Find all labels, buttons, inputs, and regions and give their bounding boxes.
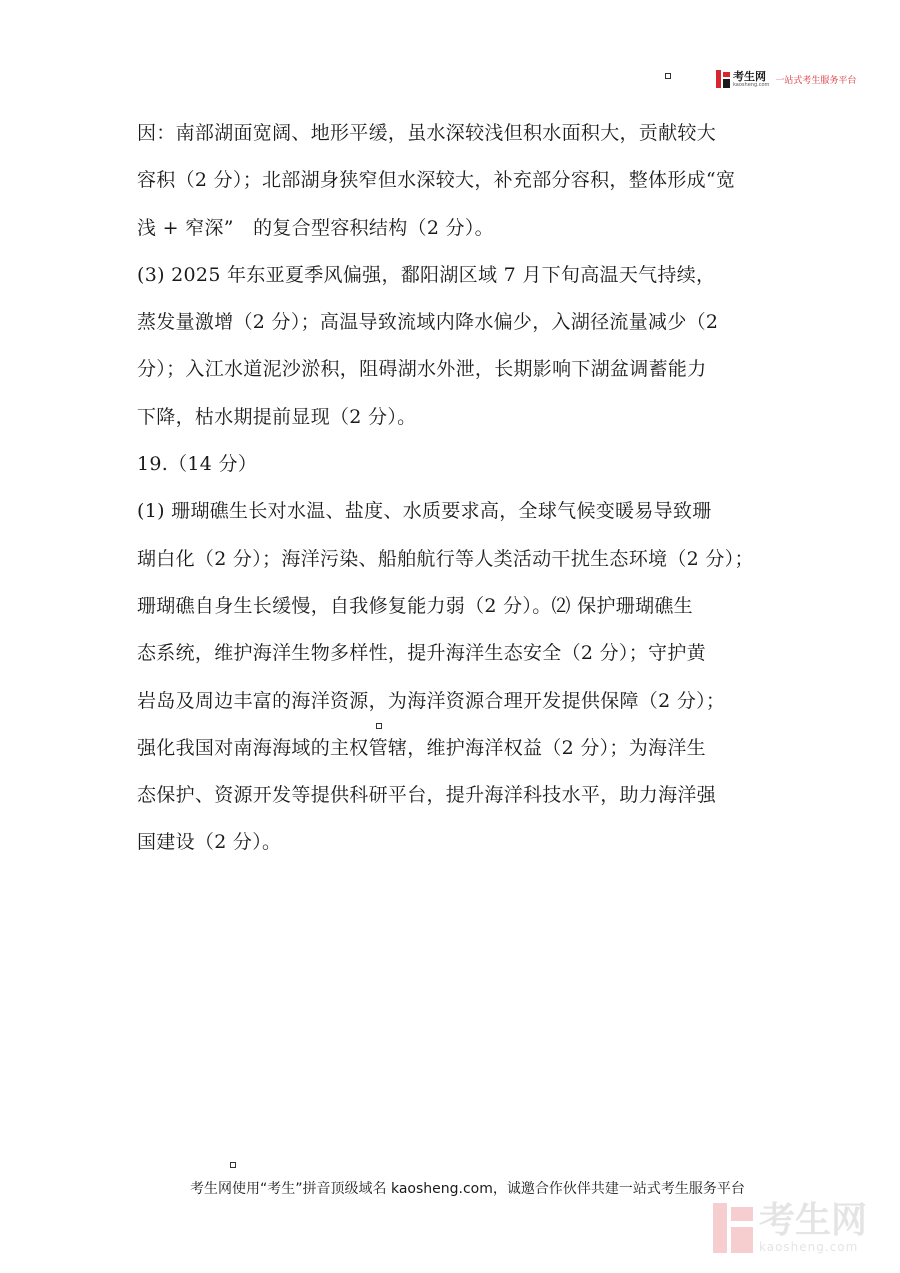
- header-slogan: 一站式考生服务平台: [775, 75, 857, 86]
- text-line: 浅 + 窄深” 的复合型容积结构（2 分）。: [137, 216, 494, 239]
- text-line: 强化我国对南海海域的主权管辖，维护海洋权益（2 分）；为海洋生: [137, 736, 706, 759]
- text-line: 国建设（2 分）。: [137, 831, 282, 854]
- logo-domain: kaosheng.com: [733, 81, 770, 88]
- watermark-domain: kaosheng.com: [759, 1240, 859, 1254]
- text-line: (3) 2025 年东亚夏季风偏强，鄱阳湖区域 7 月下旬高温天气持续，: [137, 263, 716, 286]
- watermark-text-group: [759, 1200, 868, 1254]
- logo-title: 考生网: [733, 69, 766, 83]
- logo-text-group: [733, 71, 769, 88]
- text-line: 容积（2 分）；北部湖身狭窄但水深较大，补充部分容积，整体形成“宽: [137, 169, 736, 192]
- watermark-title: 考生网: [759, 1200, 868, 1241]
- header-logo: [716, 70, 856, 88]
- footer-notice: 考生网使用“考生”拼音顶级域名 kaosheng.com，诚邀合作伙伴共建一站式考生服务平台: [190, 1181, 745, 1197]
- text-line: 岩岛及周边丰富的海洋资源，为海洋资源合理开发提供保障（2 分）；: [137, 689, 726, 712]
- text-line: 瑚白化（2 分）；海洋污染、船舶航行等人类活动干扰生态环境（2 分）；: [137, 547, 754, 570]
- text-line: 分）；入江水道泥沙淤积，阻碍湖水外泄，长期影响下湖盆调蓄能力: [137, 358, 707, 381]
- question-heading: 19.（14 分）: [137, 453, 258, 476]
- answer-text-body: [137, 110, 797, 867]
- text-line: 态系统，维护海洋生物多样性，提升海洋生态安全（2 分）；守护黄: [137, 642, 706, 665]
- text-line: (1) 珊瑚礁生长对水温、盐度、水质要求高，全球气候变暖易导致珊: [137, 500, 712, 523]
- placeholder-box-icon: [230, 1162, 236, 1168]
- logo-mark-icon: [716, 70, 730, 88]
- watermark-logo: [713, 1200, 868, 1254]
- text-line: 珊瑚礁自身生长缓慢，自我修复能力弱（2 分）。⑵ 保护珊瑚礁生: [137, 594, 693, 617]
- text-line: 因：南部湖面宽阔、地形平缓，虽水深较浅但积水面积大，贡献较大: [137, 122, 717, 144]
- watermark-mark-icon: [713, 1203, 753, 1253]
- text-line: 蒸发量激增（2 分）；高温导致流域内降水偏少，入湖径流量减少（2: [137, 311, 719, 334]
- placeholder-box-icon: [665, 73, 671, 79]
- text-line: 下降，枯水期提前显现（2 分）。: [137, 405, 417, 428]
- text-line: 态保护、资源开发等提供科研平台，提升海洋科技水平，助力海洋强: [137, 784, 717, 807]
